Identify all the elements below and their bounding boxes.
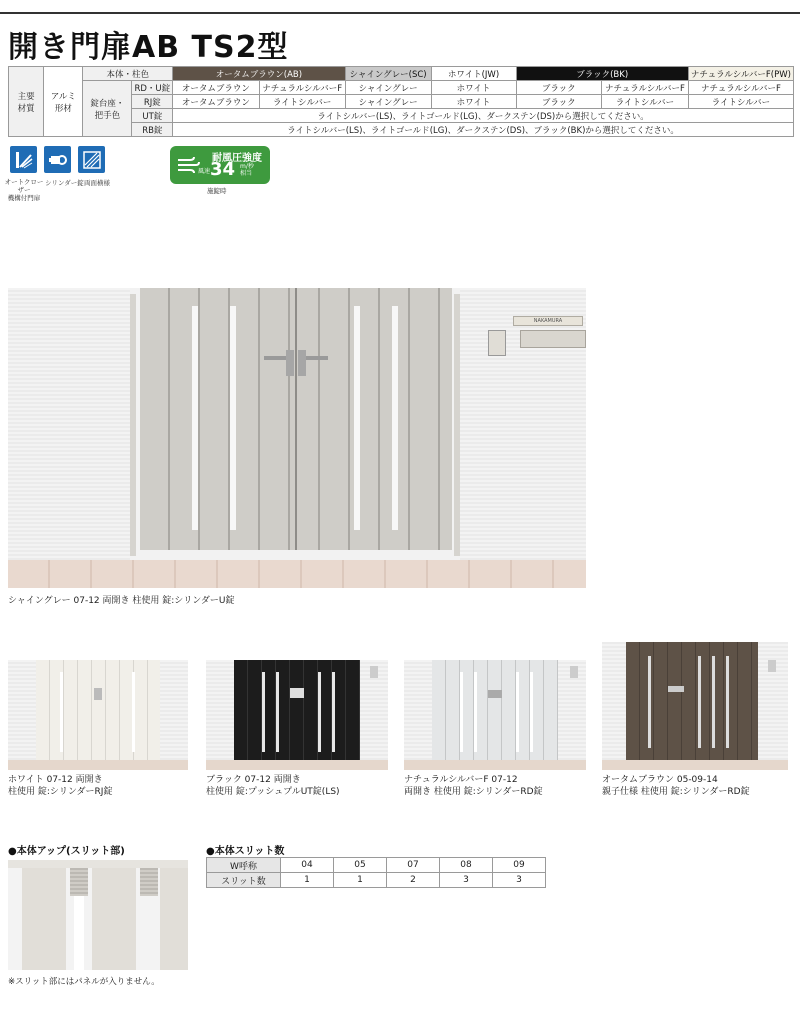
- double-sided-pattern-icon: [78, 146, 105, 173]
- table-cell: 05: [334, 858, 387, 873]
- gate-slit: [460, 672, 463, 752]
- table-cell: 3: [493, 873, 546, 888]
- closeup-heading: ●本体アップ(スリット部): [8, 846, 125, 857]
- page-title: 開き門扉AB TS2型: [8, 30, 289, 65]
- table-cell: ナチュラルシルバーF: [601, 81, 688, 95]
- wind-pressure-badge: [170, 146, 270, 184]
- gate-slit: [60, 672, 63, 752]
- table-cell: 09: [493, 858, 546, 873]
- intercom-icon: [570, 666, 578, 678]
- wind-speed-label: 風速: [198, 168, 211, 175]
- caption-line-2: 両開き 柱使用 錠:シリンダーRD錠: [404, 787, 543, 797]
- icon-label-pattern: 両面横様: [84, 179, 110, 187]
- gate-slit: [132, 672, 135, 752]
- caption-line-1: ナチュラルシルバーF 07-12: [404, 775, 518, 785]
- thumbnail-white-caption: [8, 774, 112, 798]
- color-header-sc: シャイングレー(SC): [345, 67, 431, 81]
- table-cell: シャイングレー: [345, 95, 431, 109]
- lock-base-icon: [488, 690, 502, 698]
- thumbnail-natural-silver-caption: [404, 774, 543, 798]
- ground: [8, 760, 188, 770]
- wind-caption: 施錠時: [207, 187, 227, 195]
- table-cell: シャイングレー: [345, 81, 431, 95]
- table-cell: ブラック: [516, 95, 601, 109]
- mailbox-icon: [520, 330, 586, 348]
- ground: [8, 560, 586, 588]
- lock-type-rb: RB錠: [132, 123, 173, 137]
- caption-line-1: ブラック 07-12 両開き: [206, 775, 301, 785]
- gate-panel: [234, 660, 360, 760]
- ut-row-text: ライトシルバー(LS)、ライトゴールド(LG)、ダークステン(DS)から選択してください。: [173, 109, 794, 123]
- rb-row-text: ライトシルバー(LS)、ライトゴールド(LG)、ダークステン(DS)、ブラック(BK)から選択してください。: [173, 123, 794, 137]
- feature-icons: [10, 146, 105, 173]
- gate-panel: [36, 660, 160, 760]
- nameplate: NAKAMURA: [513, 316, 583, 326]
- wind-title: 耐風圧強度: [212, 153, 262, 164]
- lock-type-ut: UT錠: [132, 109, 173, 123]
- icon-label-auto-closer: オートクローザー 機構付門扉: [4, 178, 44, 202]
- table-cell: ナチュラルシルバーF: [259, 81, 345, 95]
- lock-base-icon: [668, 686, 684, 692]
- left-post: [130, 294, 136, 556]
- color-header-ab: オータムブラウン(AB): [173, 67, 345, 81]
- gate-slit: [392, 306, 398, 530]
- wind-unit-sub: 相当: [240, 170, 253, 177]
- gate-slit: [530, 672, 533, 752]
- thumbnail-autumn-brown: [602, 642, 788, 770]
- table-cell: 07: [387, 858, 440, 873]
- caption-line-1: オータムブラウン 05-09-14: [602, 775, 718, 785]
- left-wall: [8, 288, 130, 568]
- lock-base-icon: [298, 350, 306, 376]
- table-cell: ライトシルバー: [688, 95, 793, 109]
- intercom-icon: [768, 660, 776, 672]
- closeup-slit-cap: [70, 868, 88, 896]
- lock-type-rd-u: RD・U錠: [132, 81, 173, 95]
- caption-line-2: 親子仕様 柱使用 錠:シリンダーRD錠: [602, 787, 750, 797]
- lock-type-rj: RJ錠: [132, 95, 173, 109]
- wind-unit: [240, 163, 254, 177]
- table-cell: ホワイト: [431, 95, 516, 109]
- main-photo: [8, 288, 586, 588]
- intercom-icon: [488, 330, 506, 356]
- icon-label-cylinder: シリンダー錠: [45, 179, 84, 187]
- spec-table: [8, 66, 794, 137]
- table-cell: ナチュラルシルバーF: [688, 81, 793, 95]
- gate-slit: [712, 656, 715, 748]
- closeup-slat: [160, 868, 188, 970]
- center-seam: [295, 288, 297, 550]
- gate-slit: [474, 672, 477, 752]
- gate-slit: [648, 656, 651, 748]
- body-post-color-label: 本体・柱色: [83, 67, 173, 81]
- table-cell: ライトシルバー: [601, 95, 688, 109]
- table-cell: ブラック: [516, 81, 601, 95]
- ground: [206, 760, 388, 770]
- right-post: [454, 294, 460, 556]
- color-header-bk: ブラック(BK): [516, 67, 688, 81]
- ground: [404, 760, 586, 770]
- table-cell: 1: [334, 873, 387, 888]
- thumbnail-natural-silver: [404, 660, 586, 770]
- lock-handle-color-label: 錠台座・ 把手色: [83, 81, 132, 137]
- table-cell: オータムブラウン: [173, 95, 260, 109]
- table-cell: 08: [440, 858, 493, 873]
- lock-base-icon: [286, 350, 294, 376]
- caption-line-1: ホワイト 07-12 両開き: [8, 775, 103, 785]
- lock-base-icon: [94, 688, 102, 700]
- gate-panel: [626, 642, 758, 760]
- closeup-slit: [74, 896, 84, 970]
- gate-slit: [262, 672, 265, 752]
- row-label-slits: スリット数: [207, 873, 281, 888]
- gate-slit: [726, 656, 729, 748]
- thumbnail-white: [8, 660, 188, 770]
- lock-base-icon: [290, 688, 304, 698]
- closeup-slat: [92, 868, 136, 970]
- gate-slit: [318, 672, 321, 752]
- wind-unit-main: m/秒: [240, 163, 254, 170]
- slit-count-table: [206, 857, 546, 888]
- ground: [602, 760, 788, 770]
- closeup-rail: [8, 860, 188, 868]
- wind-icon: [176, 154, 200, 176]
- wind-value: 34: [210, 159, 236, 180]
- table-cell: ライトシルバー: [259, 95, 345, 109]
- table-cell: ホワイト: [431, 81, 516, 95]
- closeup-slat: [22, 868, 66, 970]
- row-label-w: W呼称: [207, 858, 281, 873]
- gate-slit: [354, 306, 360, 530]
- closeup-slit-cap: [140, 868, 158, 896]
- main-photo-caption: シャイングレー 07-12 両開き 柱使用 錠:シリンダーU錠: [8, 596, 235, 606]
- color-header-pw: ナチュラルシルバーF(PW): [688, 67, 793, 81]
- table-cell: 1: [281, 873, 334, 888]
- intercom-icon: [370, 666, 378, 678]
- caption-line-2: 柱使用 錠:プッシュプルUT錠(LS): [206, 787, 340, 797]
- gate-slit: [276, 672, 279, 752]
- thumbnail-black: [206, 660, 388, 770]
- table-cell: 04: [281, 858, 334, 873]
- table-cell: 3: [440, 873, 493, 888]
- gate-panel: [140, 288, 452, 550]
- cylinder-lock-icon: [44, 146, 71, 173]
- gate-slit: [698, 656, 701, 748]
- gate-slit: [230, 306, 236, 530]
- gate-panel: [432, 660, 558, 760]
- caption-line-2: 柱使用 錠:シリンダーRJ錠: [8, 787, 113, 797]
- handle-left-icon: [264, 356, 286, 360]
- handle-right-icon: [306, 356, 328, 360]
- thumbnail-autumn-brown-caption: [602, 774, 750, 798]
- slit-count-heading: ●本体スリット数: [206, 846, 285, 857]
- table-cell: 2: [387, 873, 440, 888]
- top-rule: [0, 12, 800, 14]
- table-cell: オータムブラウン: [173, 81, 260, 95]
- color-header-jw: ホワイト(JW): [431, 67, 516, 81]
- gate-slit: [332, 672, 335, 752]
- gate-slit: [192, 306, 198, 530]
- main-material-label: 主要 材質: [9, 67, 44, 137]
- gate-slit: [516, 672, 519, 752]
- closeup-photo: [8, 860, 188, 970]
- thumbnail-black-caption: [206, 774, 340, 798]
- material-value: アルミ 形材: [44, 67, 83, 137]
- auto-closer-icon: [10, 146, 37, 173]
- closeup-note: ※スリット部にはパネルが入りません。: [8, 977, 160, 987]
